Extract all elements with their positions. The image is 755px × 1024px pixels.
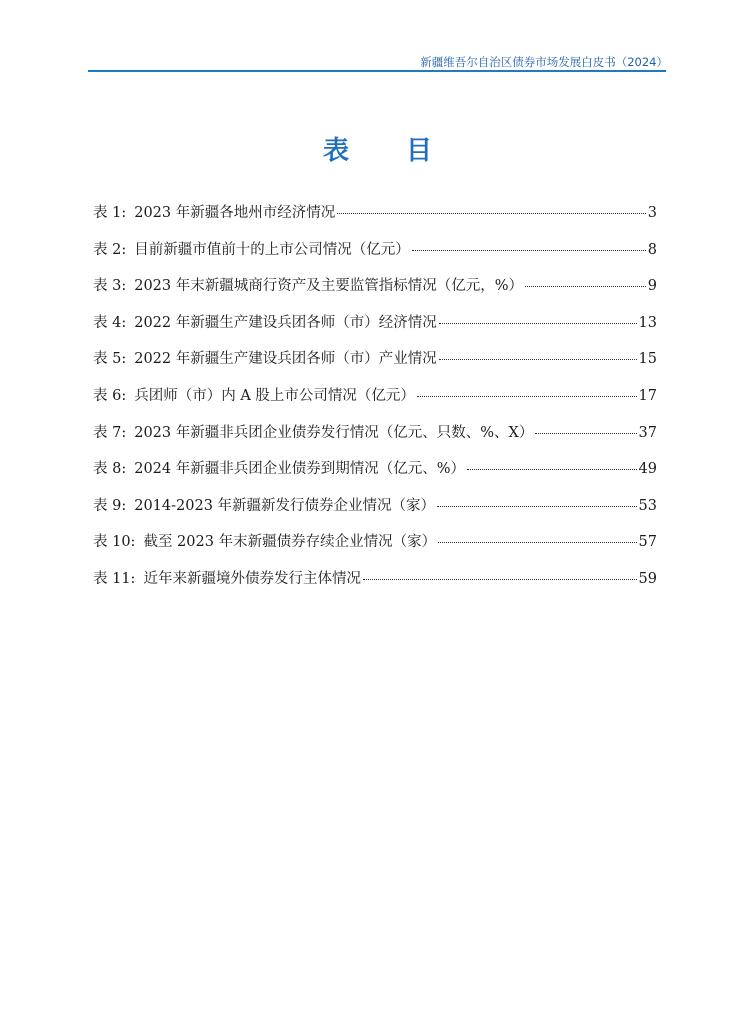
toc-entry[interactable] [93, 311, 657, 348]
running-header: 新疆维吾尔自治区债券市场发展白皮书（2024） [420, 55, 668, 69]
table-of-tables [93, 201, 657, 604]
toc-entry-title: 近年来新疆境外债券发行主体情况 [143, 570, 361, 587]
toc-entry-number: 表 8: [93, 461, 127, 478]
toc-entry-number: 表 7: [93, 424, 127, 441]
page-title: 表 目 [322, 136, 457, 166]
toc-entry-page: 13 [638, 314, 657, 331]
toc-entry-title: 2023 年新疆各地州市经济情况 [134, 205, 336, 221]
toc-entry-page: 17 [638, 387, 657, 404]
toc-entry-number: 表 5: [93, 351, 127, 368]
toc-entry[interactable] [93, 567, 657, 604]
header-divider [88, 70, 666, 72]
toc-entry[interactable] [93, 530, 657, 567]
toc-entry[interactable] [93, 238, 657, 275]
toc-entry-page: 15 [638, 351, 657, 368]
toc-entry-page: 3 [647, 205, 657, 221]
toc-entry-page: 53 [638, 497, 657, 514]
dot-leader [337, 213, 646, 214]
toc-entry-title: 2023 年末新疆城商行资产及主要监管指标情况（亿元，%） [134, 278, 524, 295]
toc-entry-title: 2024 年新疆非兵团企业债券到期情况（亿元、%） [134, 461, 466, 478]
toc-entry[interactable] [93, 384, 657, 421]
toc-entry-title: 2014-2023 年新疆新发行债券企业情况（家） [134, 497, 436, 514]
toc-entry-number: 表 9: [93, 497, 127, 514]
toc-entry-title: 兵团师（市）内 A 股上市公司情况（亿元） [134, 387, 415, 404]
toc-entry-page: 37 [638, 424, 657, 441]
toc-entry[interactable] [93, 421, 657, 458]
toc-entry[interactable] [93, 347, 657, 384]
toc-entry-title: 2023 年新疆非兵团企业债券发行情况（亿元、只数、%、X） [134, 424, 534, 441]
toc-entry-number: 表 3: [93, 278, 127, 295]
dot-leader [439, 323, 637, 324]
dot-leader [363, 579, 637, 580]
toc-entry-number: 表 11: [93, 570, 136, 587]
dot-leader [438, 542, 636, 543]
dot-leader [535, 433, 636, 434]
toc-entry-page: 8 [647, 241, 657, 258]
dot-leader [412, 250, 646, 251]
toc-entry-page: 49 [638, 461, 657, 478]
toc-entry-page: 9 [647, 278, 657, 295]
toc-entry-number: 表 6: [93, 387, 127, 404]
dot-leader [467, 469, 637, 470]
toc-entry[interactable] [93, 457, 657, 494]
toc-entry-title: 2022 年新疆生产建设兵团各师（市）产业情况 [134, 351, 437, 368]
toc-entry-number: 表 10: [93, 534, 136, 551]
toc-entry[interactable] [93, 494, 657, 531]
toc-entry-title: 2022 年新疆生产建设兵团各师（市）经济情况 [134, 314, 437, 331]
toc-entry[interactable] [93, 274, 657, 311]
toc-entry-number: 表 1: [93, 205, 127, 221]
toc-entry-number: 表 2: [93, 241, 127, 258]
toc-entry[interactable] [93, 201, 657, 238]
toc-entry-page: 57 [638, 534, 657, 551]
toc-entry-title: 截至 2023 年末新疆债券存续企业情况（家） [143, 534, 437, 551]
toc-entry-number: 表 4: [93, 314, 127, 331]
dot-leader [417, 396, 637, 397]
dot-leader [437, 506, 637, 507]
dot-leader [525, 286, 646, 287]
toc-entry-page: 59 [638, 570, 657, 587]
dot-leader [439, 359, 637, 360]
toc-entry-title: 目前新疆市值前十的上市公司情况（亿元） [134, 241, 410, 258]
